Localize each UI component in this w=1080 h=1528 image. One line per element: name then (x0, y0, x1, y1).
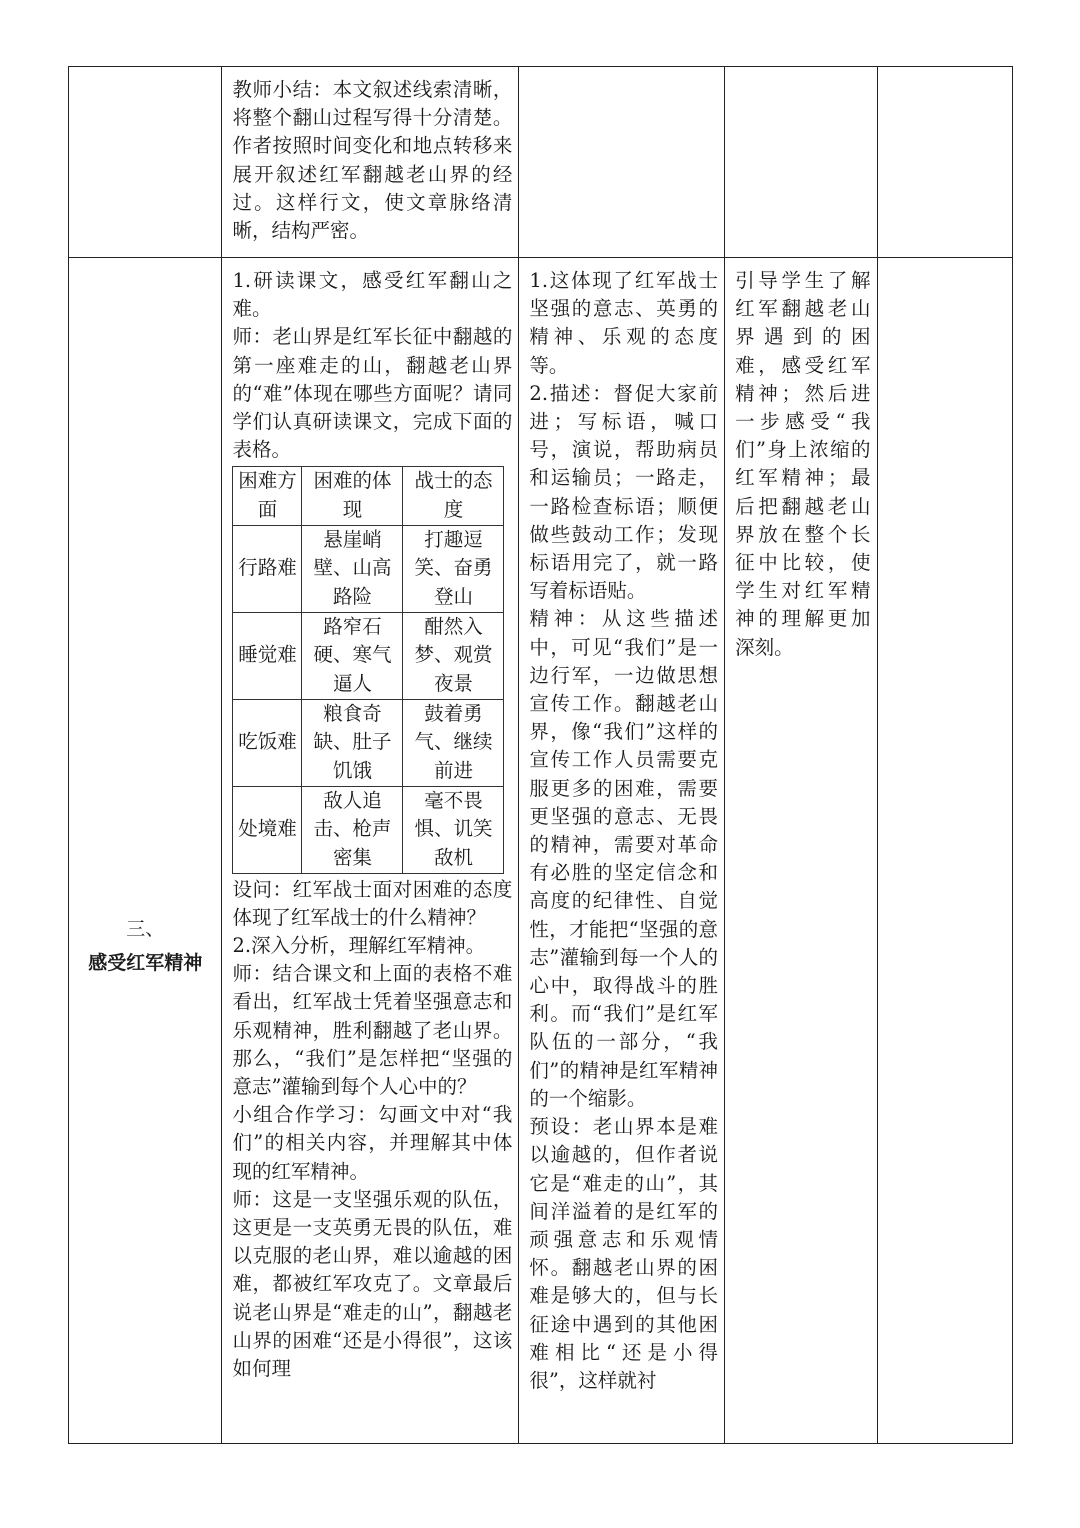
paragraph: 师：老山界是红军长征中翻越的第一座难走的山，翻越老山界的“难”体现在哪些方面呢？请同学们认真研读课文，完成下面的表格。 (232, 325, 513, 462)
header-cell: 战士的态度 (403, 467, 504, 525)
difficulty-table-row (233, 786, 504, 873)
paragraph: 1.这体现了红军战士坚强的意志、英勇的精神、乐观的态度等。 (529, 269, 719, 377)
section-number: 三、 (126, 917, 165, 940)
paragraph: 预设：老山界本是难以逾越的，但作者说它是“难走的山”，其间洋溢着的是红军的顽强意志和乐观情怀。翻越老山界的困难是够大的，但与长征途中遇到的其他困难相比“还是小得很”，这样就衬 (529, 1115, 719, 1392)
table-cell: 毫不畏惧、讥笑敌机 (403, 786, 504, 873)
table-cell: 行路难 (233, 525, 302, 612)
table-cell: 敌人追击、枪声密集 (302, 786, 403, 873)
student-activity-content (519, 258, 724, 1395)
teacher-activity-content (222, 258, 518, 1383)
student-activity-cell (519, 67, 725, 258)
paragraph: 设问：红军战士面对困难的态度体现了红军战士的什么精神？ (232, 877, 513, 929)
difficulty-table (232, 466, 504, 873)
lesson-plan-table (68, 66, 1013, 1444)
paragraph: 精神：从这些描述中，可见“我们”是一边行军，一边做思想宣传工作。翻越老山界，像“我们”这样的宣传工作人员需要克服更多的困难，需要更坚强的意志、无畏的精神，需要对革命有必胜的坚定信念和高度的纪律性、自觉性，才能把“坚强的意志”灌输到每一个人的心中，取得战斗的胜利。而“我们”是红军队伍的一部分，“我们”的精神是红军精神的一个缩影。 (529, 607, 719, 1110)
header-cell: 困难方面 (233, 467, 302, 525)
paragraph: 小组合作学习：勾画文中对“我们”的相关内容，并理解其中体现的红军精神。 (232, 1103, 513, 1183)
paragraph: 师：结合课文和上面的表格不难看出，红军战士凭着坚强意志和乐观精神，胜利翻越了老山界。那么，“我们”是怎样把“坚强的意志”灌输到每个人心中的？ (232, 962, 513, 1099)
difficulty-table-row (233, 699, 504, 786)
section-cell-empty (69, 67, 222, 258)
teacher-summary-text: 教师小结：本文叙述线索清晰，将整个翻山过程写得十分清楚。作者按照时间变化和地点转移来展开叙述红军翻越老山界的经过。这样行文，使文章脉络清晰，结构严密。 (232, 78, 513, 243)
table-cell: 路窄石硬、寒气逼人 (302, 612, 403, 699)
table-cell: 打趣逗笑、奋勇登山 (403, 525, 504, 612)
design-intent-cell (725, 67, 877, 258)
difficulty-table-row (233, 525, 504, 612)
section-title: 感受红军精神 (88, 951, 203, 974)
table-cell: 鼓着勇气、继续前进 (403, 699, 504, 786)
paragraph: 1.研读课文，感受红军翻山之难。 (232, 269, 513, 321)
difficulty-table-header (233, 467, 504, 525)
design-intent-cell (725, 258, 877, 1444)
difficulty-table-row (233, 612, 504, 699)
header-cell: 困难的体现 (302, 467, 403, 525)
table-cell: 吃饭难 (233, 699, 302, 786)
table-row (69, 258, 1013, 1444)
paragraph: 师：这是一支坚强乐观的队伍，这更是一支英勇无畏的队伍，难以克服的老山界，难以逾越的困难，都被红军攻克了。文章最后说老山界是“难走的山”，翻越老山界的困难“还是小得很”，这该如何理 (232, 1187, 513, 1381)
table-cell: 粮食奇缺、肚子饥饿 (302, 699, 403, 786)
teacher-activity-cell (222, 67, 519, 258)
section-cell (69, 258, 222, 1444)
paragraph: 2.描述：督促大家前进；写标语，喊口号，演说，帮助病员和运输员；一路走，一路检查标语；顺便做些鼓动工作；发现标语用完了，就一路写着标语贴。 (529, 381, 719, 603)
table-cell: 酣然入梦、观赏夜景 (403, 612, 504, 699)
notes-cell (877, 67, 1012, 258)
table-row (69, 67, 1013, 258)
student-activity-cell (519, 258, 725, 1444)
design-intent-text: 引导学生了解红军翻越老山界遇到的困难，感受红军精神；然后进一步感受“我们”身上浓缩的红军精神；最后把翻越老山界放在整个长征中比较，使学生对红军精神的理解更加深刻。 (735, 269, 871, 659)
table-cell: 处境难 (233, 786, 302, 873)
teacher-activity-cell (222, 258, 519, 1444)
paragraph: 2.深入分析，理解红军精神。 (232, 934, 486, 958)
table-cell: 悬崖峭壁、山高路险 (302, 525, 403, 612)
notes-cell (877, 258, 1012, 1444)
table-cell: 睡觉难 (233, 612, 302, 699)
